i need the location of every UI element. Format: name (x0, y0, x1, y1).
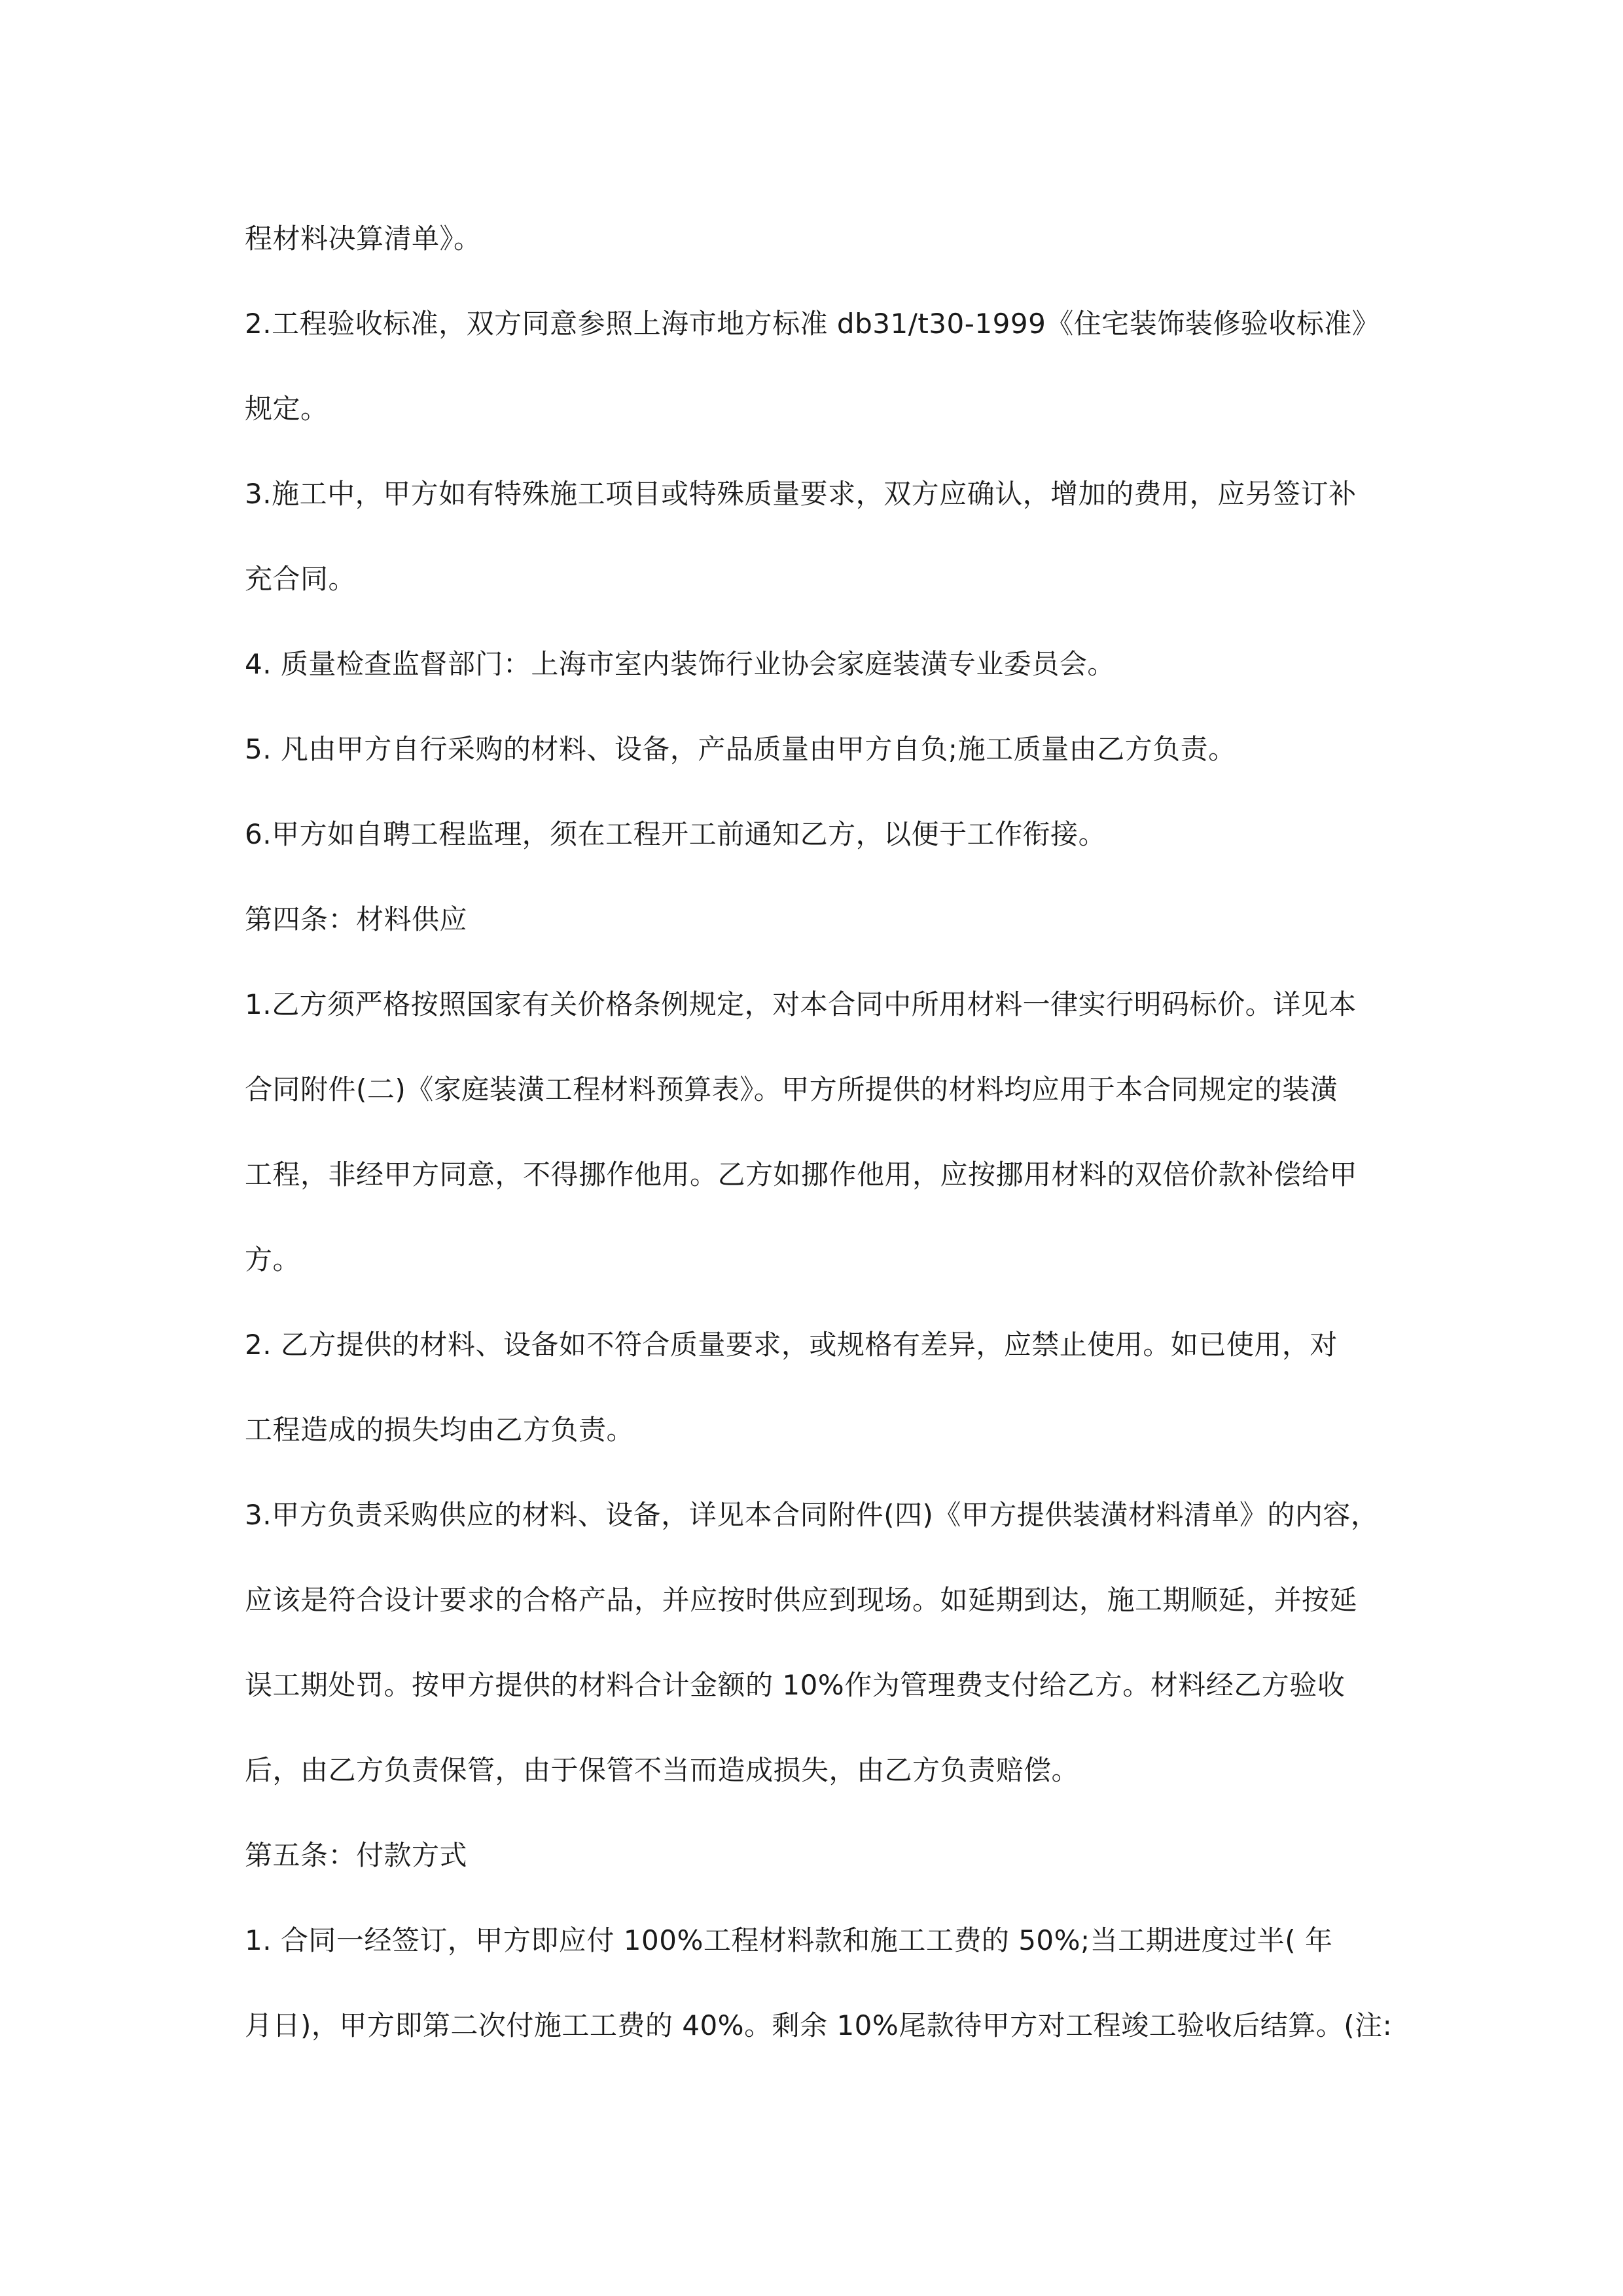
text-line: 6.甲方如自聘工程监理，须在工程开工前通知乙方，以便于工作衔接。 (245, 818, 1107, 850)
text-line: 方。 (245, 1244, 301, 1276)
text-line: 工程造成的损失均由乙方负责。 (245, 1414, 635, 1446)
text-line: 程材料决算清单》。 (245, 223, 482, 255)
text-line: 1. 合同一经签订，甲方即应付 100%工程材料款和施工工费的 50%;当工期进度过半( 年 (245, 1924, 1333, 1956)
text-line: 工程，非经甲方同意，不得挪作他用。乙方如挪作他用，应按挪用材料的双倍价款补偿给甲 (245, 1158, 1358, 1191)
section-heading: 第五条：付款方式 (245, 1839, 468, 1871)
text-line: 充合同。 (245, 563, 357, 595)
text-line: 4. 质量检查监督部门：上海市室内装饰行业协会家庭装潢专业委员会。 (245, 648, 1115, 680)
section-heading: 第四条：材料供应 (245, 903, 468, 935)
text-line: 3.甲方负责采购供应的材料、设备，详见本合同附件(四)《甲方提供装潢材料清单》的内容， (245, 1499, 1379, 1531)
text-line: 规定。 (245, 393, 329, 425)
text-line: 2. 乙方提供的材料、设备如不符合质量要求，或规格有差异，应禁止使用。如已使用，对 (245, 1329, 1338, 1361)
text-line: 合同附件(二)《家庭装潢工程材料预算表》。甲方所提供的材料均应用于本合同规定的装潢 (245, 1073, 1338, 1105)
text-line: 5. 凡由甲方自行采购的材料、设备，产品质量由甲方自负;施工质量由乙方负责。 (245, 733, 1236, 765)
text-line: 月日)，甲方即第二次付施工工费的 40%。剩余 10%尾款待甲方对工程竣工验收后结算。(注: (245, 2009, 1393, 2041)
text-line: 应该是符合设计要求的合格产品，并应按时供应到现场。如延期到达，施工期顺延，并按延 (245, 1584, 1358, 1616)
text-line: 3.施工中，甲方如有特殊施工项目或特殊质量要求，双方应确认，增加的费用，应另签订补 (245, 478, 1357, 510)
text-line: 后，由乙方负责保管，由于保管不当而造成损失，由乙方负责赔偿。 (245, 1754, 1080, 1786)
text-line: 2.工程验收标准，双方同意参照上海市地方标准 db31/t30-1999《住宅装饰装修验收标准》 (245, 308, 1380, 340)
text-line: 1.乙方须严格按照国家有关价格条例规定，对本合同中所用材料一律实行明码标价。详见本 (245, 988, 1357, 1020)
text-line: 误工期处罚。按甲方提供的材料合计金额的 10%作为管理费支付给乙方。材料经乙方验收 (245, 1669, 1346, 1701)
